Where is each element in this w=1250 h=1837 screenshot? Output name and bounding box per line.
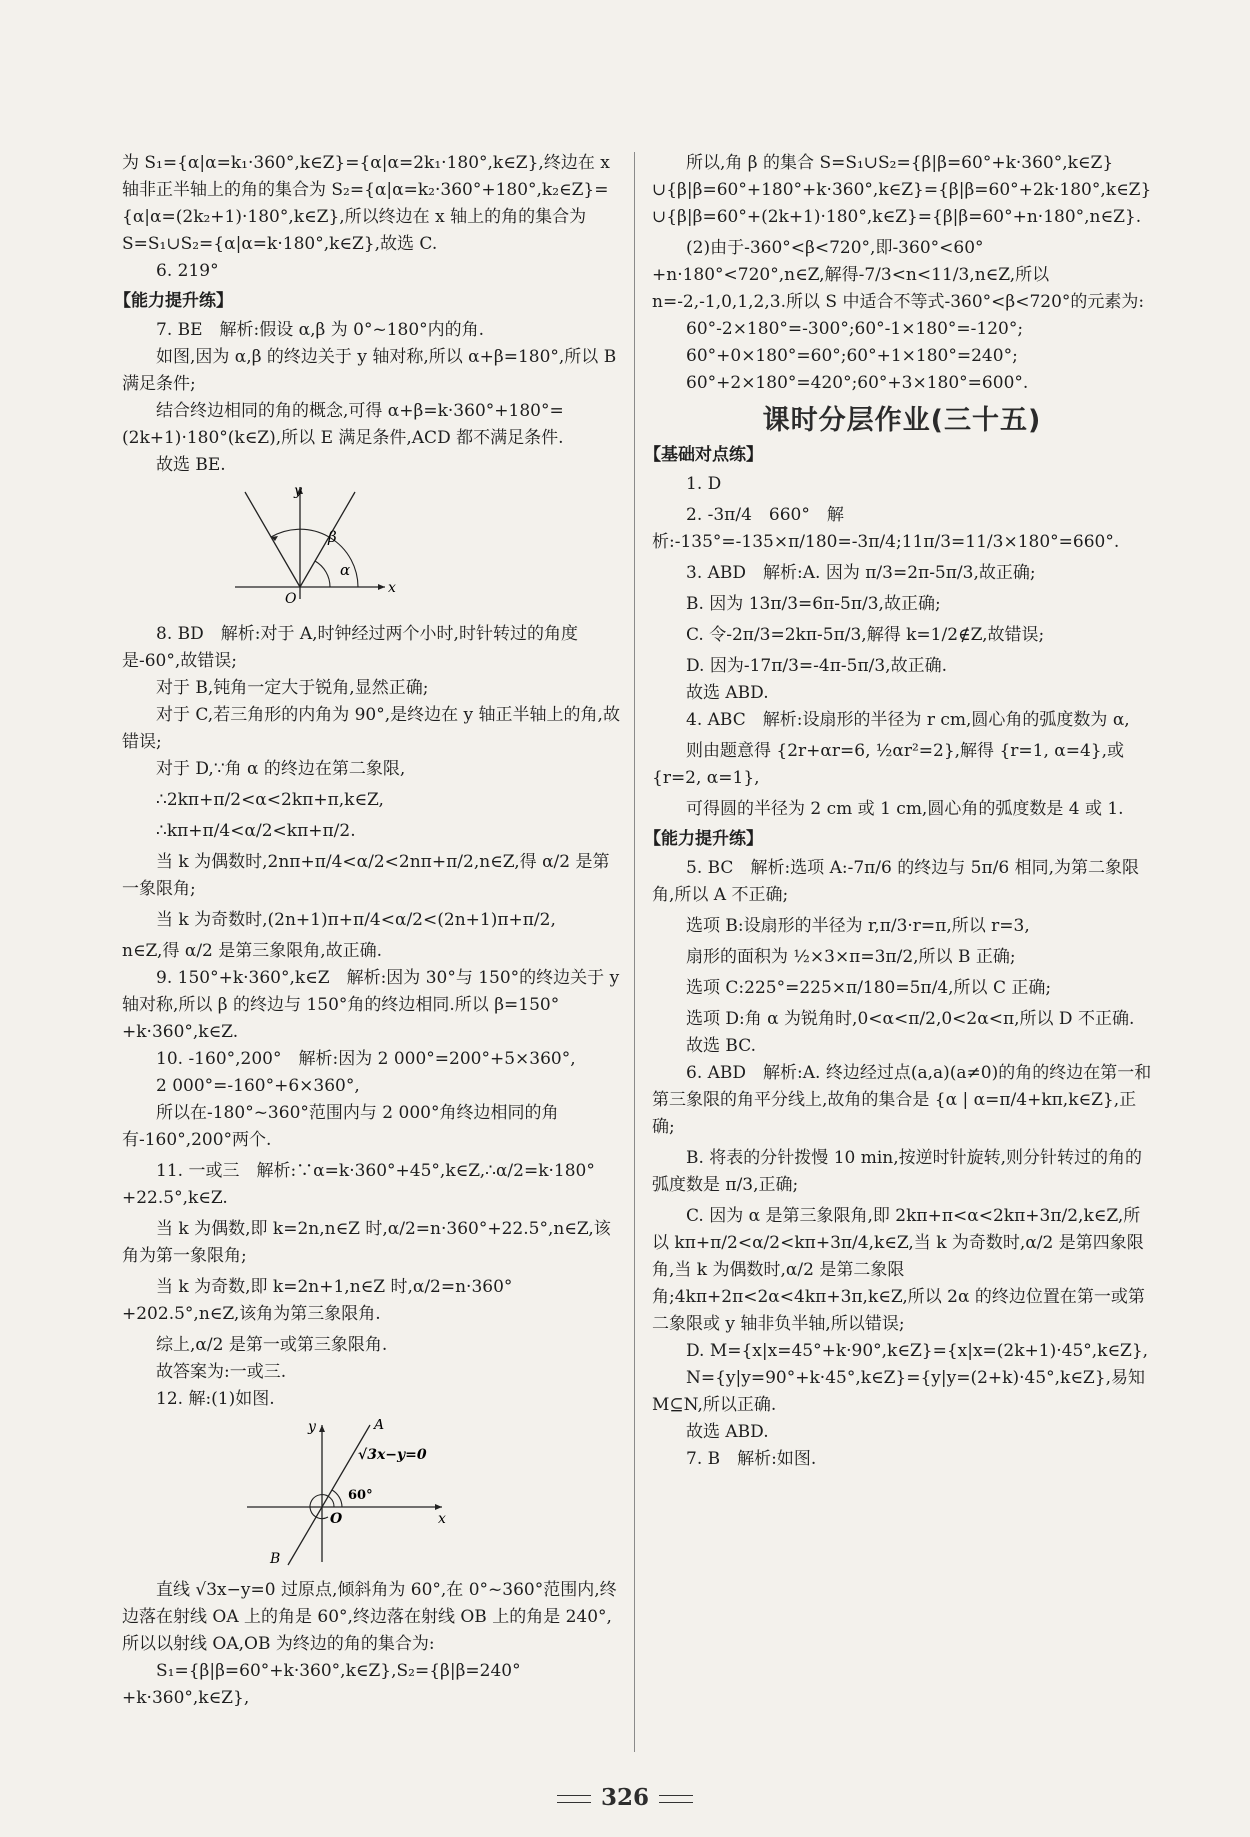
figure-line-through-origin [122, 1419, 620, 1569]
text-paragraph: D. 因为-17π/3=-4π-5π/3,故正确. [686, 656, 947, 676]
text-paragraph: B. 将表的分针拨慢 10 min,按逆时针旋转,则分针转过的角的弧度数是 π/3,正确; [652, 1148, 1143, 1195]
text-paragraph: 选项 D:角 α 为锐角时,0<α<π/2,0<2α<π,所以 D 不正确. [686, 1009, 1135, 1029]
text-paragraph: N={y|y=90°+k·45°,k∈Z}={y|y=(2+k)·45°,k∈Z},易知 M⊆N,所以正确. [652, 1368, 1145, 1415]
text-paragraph: 故选 ABD. [686, 683, 769, 703]
text-paragraph: B. 因为 13π/3=6π-5π/3,故正确; [686, 594, 941, 614]
angle-label: 60° [348, 1488, 373, 1503]
text-paragraph: 直线 √3x−y=0 过原点,倾斜角为 60°,在 0°~360°范围内,终边落在射线 OA 上的角是 60°,终边落在射线 OB 上的角是 240°,所以以射线 OA,OB 为终边的角的集合为: [122, 1580, 617, 1654]
answer-item: 7. BE 解析:假设 α,β 为 0°~180°内的角. [156, 320, 485, 340]
text-paragraph: C. 因为 α 是第三象限角,即 2kπ+π<α<2kπ+3π/2,k∈Z,所以 kπ+π/2<α/2<kπ+3π/4,k∈Z,当 k 为奇数时,α/2 是第四象限角,当 k 为偶数时,α/2 是第二象限角;4kπ+2π<2α<4kπ+3π,k∈Z,所以 2α 的终边位置在第一或第二象限或 y 轴非负半轴,所以错误; [652, 1206, 1145, 1334]
text-paragraph: 为 S₁={α|α=k₁·360°,k∈Z}={α|α=2k₁·180°,k∈Z},终边在 x 轴非正半轴上的角的集合为 S₂={α|α=k₂·360°+180°,k₂∈Z}={α|α=(2k₂+1)·180°,k∈Z},所以终边在 x 轴上的角的集合为 S=S₁∪S₂={α|α=k·180°,k∈Z},故选 C. [122, 153, 610, 254]
answer-item: 8. BD 解析:对于 A,时钟经过两个小时,时针转过的角度是-60°,故错误; [122, 624, 578, 671]
text-paragraph: 如图,因为 α,β 的终边关于 y 轴对称,所以 α+β=180°,所以 B 满足条件; [122, 347, 617, 394]
formula-line: 60°+2×180°=420°;60°+3×180°=600°. [686, 373, 1029, 393]
text-paragraph: 当 k 为偶数时,2nπ+π/4<α/2<2nπ+π/2,n∈Z,得 α/2 是第一象限角; [122, 852, 610, 899]
text-paragraph: 则由题意得 {2r+αr=6, ½αr²=2},解得 {r=1, α=4},或 {r=2, α=1}, [652, 741, 1125, 788]
answer-item: 3. ABD 解析:A. 因为 π/3=2π-5π/3,故正确; [686, 563, 1036, 583]
ray-a-label: A [374, 1419, 385, 1433]
origin-label: O [285, 591, 297, 607]
text-paragraph: 选项 B:设扇形的半径为 r,π/3·r=π,所以 r=3, [686, 916, 1030, 936]
y-axis-label: y [294, 485, 302, 499]
ray-b-label: B [270, 1551, 281, 1567]
x-axis-label: x [388, 580, 396, 596]
formula-line: ∴2kπ+π/2<α<2kπ+π,k∈Z, [156, 790, 384, 810]
answer-item: 9. 150°+k·360°,k∈Z 解析:因为 30°与 150°的终边关于 y 轴对称,所以 β 的终边与 150°角的终边相同.所以 β=150°+k·360°,k∈Z. [122, 968, 620, 1042]
text-paragraph: 当 k 为奇数,即 k=2n+1,n∈Z 时,α/2=n·360°+202.5°,n∈Z,该角为第三象限角. [122, 1277, 513, 1324]
text-paragraph: 对于 D,∵角 α 的终边在第二象限, [156, 759, 406, 779]
formula-line: 60°-2×180°=-300°;60°-1×180°=-120°; [686, 319, 1024, 339]
answer-item: 12. 解:(1)如图. [156, 1389, 275, 1409]
text-paragraph: D. M={x|x=45°+k·90°,k∈Z}={x|x=(2k+1)·45°,k∈Z}, [686, 1341, 1149, 1361]
text-paragraph: 2 000°=-160°+6×360°, [156, 1076, 360, 1096]
text-paragraph: 当 k 为奇数时,(2n+1)π+π/4<α/2<(2n+1)π+π/2, [156, 910, 556, 930]
origin-label: O [330, 1511, 343, 1527]
text-paragraph: 所以,角 β 的集合 S=S₁∪S₂={β|β=60°+k·360°,k∈Z}∪{β|β=60°+180°+k·360°,k∈Z}={β|β=60°+2k·180°,k∈Z}∪{β|β=60°+(2k+1)·180°,k∈Z}={β|β=60°+n·180°,n∈Z}. [652, 153, 1152, 227]
answer-item: 7. B 解析:如图. [686, 1449, 817, 1469]
text-paragraph: C. 令-2π/3=2kπ-5π/3,解得 k=1/2∉Z,故错误; [686, 625, 1045, 645]
text-paragraph: 对于 C,若三角形的内角为 90°,是终边在 y 轴正半轴上的角,故错误; [122, 705, 620, 752]
text-paragraph: S₁={β|β=60°+k·360°,k∈Z},S₂={β|β=240°+k·360°,k∈Z}, [122, 1661, 521, 1708]
text-paragraph: 结合终边相同的角的概念,可得 α+β=k·360°+180°=(2k+1)·180°(k∈Z),所以 E 满足条件,ACD 都不满足条件. [122, 401, 564, 448]
answer-item: 5. BC 解析:选项 A:-7π/6 的终边与 5π/6 相同,为第二象限角,所以 A 不正确; [652, 858, 1139, 905]
chapter-title: 课时分层作业(三十五) [762, 405, 1042, 436]
right-column [644, 150, 1152, 1473]
column-divider [634, 152, 635, 1752]
answer-item: 11. 一或三 解析:∵α=k·360°+45°,k∈Z,∴α/2=k·180°+22.5°,k∈Z. [122, 1161, 595, 1208]
text-paragraph: n∈Z,得 α/2 是第三象限角,故正确. [122, 941, 383, 961]
answer-item: 6. ABD 解析:A. 终边经过点(a,a)(a≠0)的角的终边在第一和第三象限的角平分线上,故角的集合是 {α | α=π/4+kπ,k∈Z},正确; [652, 1063, 1152, 1137]
answer-item: 6. 219° [156, 261, 219, 281]
section-heading: 【能力提升练】 [644, 829, 763, 849]
section-heading: 【基础对点练】 [644, 445, 763, 465]
text-paragraph: 故选 BC. [686, 1036, 757, 1056]
section-heading: 【能力提升练】 [114, 291, 233, 311]
left-column [114, 150, 620, 1712]
text-paragraph: 扇形的面积为 ½×3×π=3π/2,所以 B 正确; [686, 947, 1016, 967]
page-footer [0, 1784, 1250, 1811]
x-axis-label: x [438, 1511, 446, 1527]
text-paragraph: 当 k 为偶数,即 k=2n,n∈Z 时,α/2=n·360°+22.5°,n∈Z,该角为第一象限角; [122, 1219, 611, 1266]
figure-symmetric-angles [122, 485, 620, 613]
answer-item: 1. D [686, 474, 722, 494]
text-paragraph: 选项 C:225°=225×π/180=5π/4,所以 C 正确; [686, 978, 1052, 998]
formula-line: ∴kπ+π/4<α/2<kπ+π/2. [156, 821, 356, 841]
footer-rule-left [557, 1795, 591, 1803]
beta-label: β [328, 528, 337, 546]
text-paragraph: 故选 ABD. [686, 1422, 769, 1442]
formula-line: 60°+0×180°=60°;60°+1×180°=240°; [686, 346, 1018, 366]
answer-item: 4. ABC 解析:设扇形的半径为 r cm,圆心角的弧度数为 α, [686, 710, 1130, 730]
text-paragraph: 综上,α/2 是第一或第三象限角. [156, 1335, 388, 1355]
page-number: 326 [600, 1784, 649, 1811]
line-equation-label: √3x−y=0 [358, 1447, 427, 1463]
text-paragraph: 所以在-180°~360°范围内与 2 000°角终边相同的角有-160°,200°两个. [122, 1103, 559, 1150]
text-paragraph: 可得圆的半径为 2 cm 或 1 cm,圆心角的弧度数是 4 或 1. [686, 799, 1124, 819]
text-paragraph: 故选 BE. [156, 455, 226, 475]
y-axis-label: y [308, 1419, 316, 1435]
footer-rule-right [659, 1795, 693, 1803]
text-paragraph: 故答案为:一或三. [156, 1362, 287, 1382]
text-paragraph: 对于 B,钝角一定大于锐角,显然正确; [156, 678, 429, 698]
text-paragraph: (2)由于-360°<β<720°,即-360°<60°+n·180°<720°,n∈Z,解得-7/3<n<11/3,n∈Z,所以 n=-2,-1,0,1,2,3.所以 S 中适合不等式-360°<β<720°的元素为: [652, 238, 1145, 312]
alpha-label: α [340, 561, 351, 579]
answer-item: 10. -160°,200° 解析:因为 2 000°=200°+5×360°, [156, 1049, 576, 1069]
answer-item: 2. -3π/4 660° 解析:-135°=-135×π/180=-3π/4;11π/3=11/3×180°=660°. [652, 505, 1120, 552]
